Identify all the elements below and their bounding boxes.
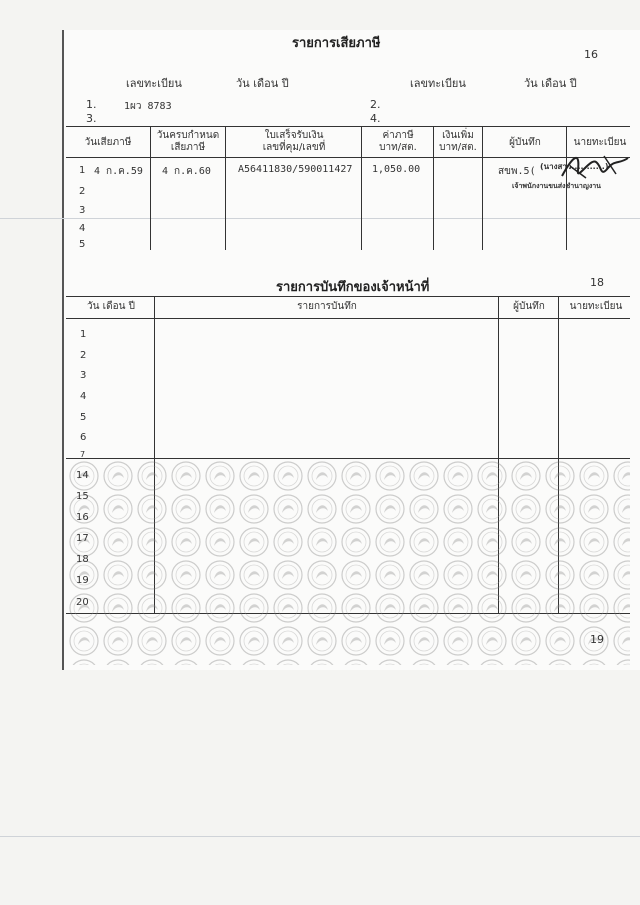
tax-col-header: ผู้บันทึก — [509, 137, 541, 148]
footer-page-number: 19 — [590, 633, 604, 646]
officer-table-header-border — [66, 318, 630, 319]
officer-row-number: 1 — [80, 329, 87, 340]
tax-col-divider — [225, 126, 226, 250]
tax-recorder-code: สขพ.5( — [498, 166, 536, 177]
officer-table-top-border — [66, 296, 630, 297]
date-label-right: วัน เดือน ปี — [524, 77, 577, 90]
tax-row-number: 4 — [79, 223, 86, 234]
officer-row-number: 17 — [76, 533, 89, 544]
tax-col-header: วันเสียภาษี — [84, 137, 132, 148]
tax-row-number: 2 — [79, 186, 86, 197]
tax-paid-date: 4 ก.ค.59 — [94, 166, 143, 177]
tax-row-number: 1 — [79, 165, 86, 176]
reg-label-right: เลขทะเบียน — [410, 77, 466, 90]
registrar-stamp-title: เจ้าพนักงานขนส่งชำนาญงาน — [512, 182, 601, 190]
plate-entry-number: 3. — [86, 112, 97, 125]
signature-icon — [556, 148, 634, 184]
tax-due-date: 4 ก.ค.60 — [162, 166, 211, 177]
tax-col-divider — [482, 126, 483, 250]
tax-amount: 1,050.00 — [372, 164, 421, 175]
tax-receipt-number: A56411830/590011427 — [238, 164, 353, 175]
security-seal-pattern — [67, 460, 630, 665]
officer-row-number: 2 — [80, 350, 87, 361]
officer-row-number: 5 — [80, 412, 87, 423]
officer-row-number: 19 — [76, 575, 89, 586]
officer-row-number: 16 — [76, 512, 89, 523]
officer-col-header: นายทะเบียน — [569, 301, 623, 312]
officer-col-header: ผู้บันทึก — [513, 301, 545, 312]
registrar-stamp-name: (นางสาว...........) — [540, 162, 609, 171]
date-label-left: วัน เดือน ปี — [236, 77, 289, 90]
officer-table-divider — [66, 458, 630, 459]
tax-row-number: 3 — [79, 205, 86, 216]
officer-row-number: 20 — [76, 597, 89, 608]
officer-row-number: 4 — [80, 391, 87, 402]
officer-section-title: รายการบันทึกของเจ้าหน้าที่ — [276, 280, 430, 295]
tax-col-header: วันครบกำหนด เสียภาษี — [156, 130, 220, 153]
officer-page-number: 18 — [590, 276, 604, 289]
tax-col-divider — [361, 126, 362, 250]
reg-label-left: เลขทะเบียน — [126, 77, 182, 90]
tax-col-header: ใบเสร็จรับเงิน เลขที่คุม/เลขที่ — [262, 130, 326, 153]
officer-row-number: 6 — [80, 432, 87, 443]
plate-entry-number: 1. — [86, 98, 97, 111]
tax-col-header: นายทะเบียน — [573, 137, 627, 148]
tax-row-number: 5 — [79, 239, 86, 250]
tax-col-header: ค่าภาษี บาท/สต. — [379, 130, 417, 153]
tax-page-number: 16 — [584, 48, 598, 61]
plate-entry-number: 4. — [370, 112, 381, 125]
plate-entry-number: 2. — [370, 98, 381, 111]
tax-col-header: เงินเพิ่ม บาท/สต. — [439, 130, 477, 153]
officer-col-header: รายการบันทึก — [297, 301, 357, 312]
tax-section-title: รายการเสียภาษี — [292, 36, 381, 51]
scan-line — [0, 218, 640, 219]
tax-col-divider — [433, 126, 434, 250]
officer-col-header: วัน เดือน ปี — [87, 301, 135, 312]
scan-line — [0, 836, 640, 837]
officer-row-number: 18 — [76, 554, 89, 565]
tax-col-divider — [150, 126, 151, 250]
officer-row-number: 14 — [76, 470, 89, 481]
plate-entry-value: 1ผว 8783 — [124, 101, 172, 112]
officer-row-number: 3 — [80, 370, 87, 381]
officer-row-number: 7 — [80, 450, 86, 459]
officer-row-number: 15 — [76, 491, 89, 502]
